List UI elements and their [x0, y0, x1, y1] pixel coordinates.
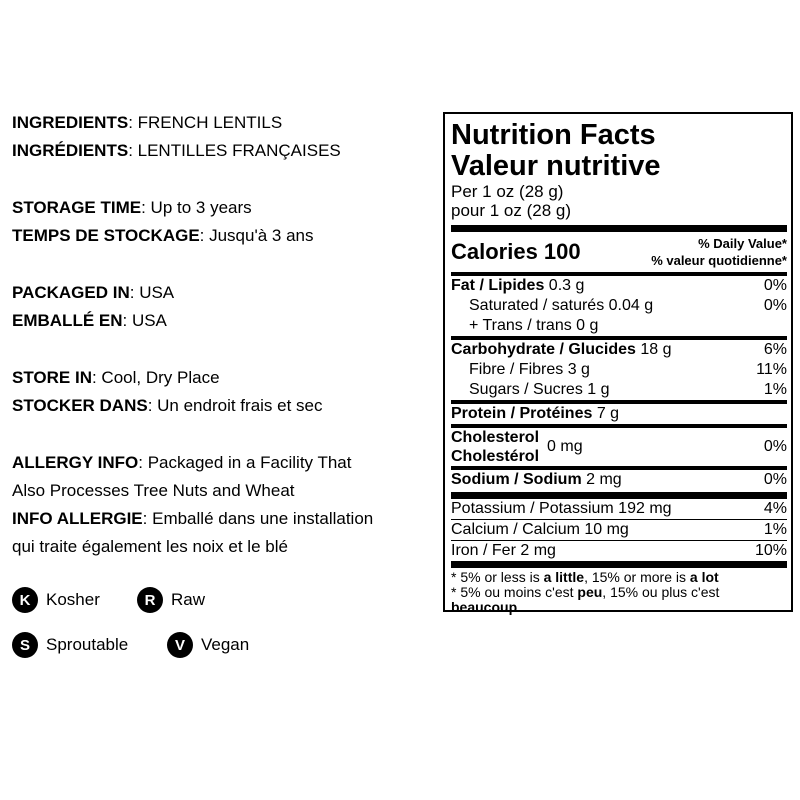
storage-fr-label: TEMPS DE STOCKAGE	[12, 226, 200, 245]
packaged-fr-label: EMBALLÉ EN	[12, 311, 123, 330]
fat-row	[451, 276, 787, 296]
saturated-dv: 0%	[763, 297, 787, 314]
sproutable-icon: S	[12, 632, 38, 658]
iron-row	[451, 541, 787, 561]
ingredients-fr-value: : LENTILLES FRANÇAISES	[128, 141, 341, 160]
allergy-value: : Packaged in a Facility That	[138, 453, 352, 472]
cholesterol-row	[451, 428, 787, 466]
calories-row	[451, 232, 787, 269]
badge-label: Vegan	[201, 635, 250, 654]
potassium-row	[451, 499, 787, 519]
fat-dv: 0%	[763, 277, 787, 294]
packaged-fr-value: : USA	[122, 311, 167, 330]
packaged-line	[12, 279, 437, 307]
sugars-row	[451, 380, 787, 400]
store-value: : Cool, Dry Place	[91, 368, 220, 387]
store-fr-value: : Un endroit frais et sec	[147, 396, 323, 415]
allergy-fr-line	[12, 505, 437, 533]
footnote	[451, 568, 787, 615]
badge-raw	[137, 587, 205, 613]
fat-label: Fat / Lipides	[451, 277, 545, 294]
fat-amount: 0.3 g	[544, 277, 585, 294]
ingredients-fr-label: INGRÉDIENTS	[12, 141, 129, 160]
cholesterol-label-en: Cholesterol	[451, 429, 540, 446]
storage-value: : Up to 3 years	[141, 198, 252, 217]
sugars-dv: 1%	[763, 381, 787, 398]
fibre-label: Fibre / Fibres 3 g	[469, 361, 590, 378]
diet-badges	[12, 585, 312, 675]
storage-label: STORAGE TIME	[12, 198, 142, 217]
iron-dv: 10%	[754, 542, 787, 559]
badge-sproutable	[12, 632, 167, 658]
daily-value-fr: % valeur quotidienne*	[651, 253, 787, 268]
raw-icon: R	[137, 587, 163, 613]
protein-amount: 7 g	[592, 405, 620, 422]
store-fr-line	[12, 392, 437, 420]
calories: Calories 100	[451, 239, 581, 264]
sugars-label: Sugars / Sucres 1 g	[469, 381, 610, 398]
allergy-fr-value: : Emballé dans une installation	[142, 509, 374, 528]
badge-kosher	[12, 587, 137, 613]
allergy-label: ALLERGY INFO	[12, 453, 139, 472]
calcium-row	[451, 520, 787, 540]
daily-value-header	[651, 235, 787, 269]
badge-label: Kosher	[46, 590, 100, 609]
potassium-label: Potassium / Potassium 192 mg	[451, 500, 672, 517]
footnote-fr: * 5% ou moins c'est peu, 15% ou plus c'est beaucoup	[451, 584, 720, 615]
carbohydrate-dv: 6%	[763, 341, 787, 358]
storage-line	[12, 194, 437, 222]
daily-value-en: % Daily Value*	[698, 236, 787, 251]
trans-label: + Trans / trans 0 g	[469, 317, 599, 334]
nutrition-facts-panel	[443, 112, 793, 615]
ingredients-fr-line	[12, 137, 437, 165]
saturated-row	[451, 296, 787, 316]
calcium-dv: 1%	[763, 521, 787, 538]
ingredients-line	[12, 109, 437, 137]
sodium-dv: 0%	[763, 471, 787, 488]
ingredients-label: INGREDIENTS	[12, 113, 129, 132]
ingredients-value: : FRENCH LENTILS	[128, 113, 283, 132]
packaged-fr-line	[12, 307, 437, 335]
serving-size-fr: pour 1 oz (28 g)	[451, 201, 572, 220]
nutrition-title-fr: Valeur nutritive	[451, 150, 661, 182]
calcium-label: Calcium / Calcium 10 mg	[451, 521, 629, 538]
carbohydrate-amount: 18 g	[635, 341, 672, 358]
nutrition-title-en: Nutrition Facts	[451, 119, 656, 151]
sodium-amount: 2 mg	[581, 471, 622, 488]
cholesterol-dv: 0%	[763, 438, 787, 455]
badge-label: Sproutable	[46, 635, 129, 654]
trans-row	[451, 316, 787, 336]
iron-label: Iron / Fer 2 mg	[451, 542, 556, 559]
saturated-label: Saturated / saturés 0.04 g	[469, 297, 654, 314]
cholesterol-amount: 0 mg	[547, 438, 583, 455]
allergy-line-2: Also Processes Tree Nuts and Wheat	[12, 481, 295, 500]
carbohydrate-label: Carbohydrate / Glucides	[451, 341, 636, 358]
store-fr-label: STOCKER DANS	[12, 396, 148, 415]
badge-vegan	[167, 632, 249, 658]
fibre-row	[451, 360, 787, 380]
sodium-label: Sodium / Sodium	[451, 471, 582, 488]
storage-fr-line	[12, 222, 437, 250]
store-line	[12, 364, 437, 392]
allergy-fr-label: INFO ALLERGIE	[12, 509, 143, 528]
kosher-icon: K	[12, 587, 38, 613]
carbohydrate-row	[451, 340, 787, 360]
product-info	[12, 109, 437, 561]
allergy-line	[12, 449, 437, 477]
sodium-row	[451, 470, 787, 490]
packaged-value: : USA	[129, 283, 175, 302]
storage-fr-value: : Jusqu'à 3 ans	[199, 226, 314, 245]
serving-size-en: Per 1 oz (28 g)	[451, 182, 564, 201]
store-label: STORE IN	[12, 368, 92, 387]
protein-row	[451, 404, 787, 424]
packaged-label: PACKAGED IN	[12, 283, 130, 302]
badge-label: Raw	[171, 590, 206, 609]
fibre-dv: 11%	[756, 361, 787, 378]
allergy-fr-line-2: qui traite également les noix et le blé	[12, 537, 288, 556]
protein-label: Protein / Protéines	[451, 405, 593, 422]
potassium-dv: 4%	[763, 500, 787, 517]
vegan-icon: V	[167, 632, 193, 658]
footnote-en: * 5% or less is a little, 15% or more is a lot	[451, 569, 719, 585]
cholesterol-label-fr: Cholestérol	[451, 448, 540, 465]
